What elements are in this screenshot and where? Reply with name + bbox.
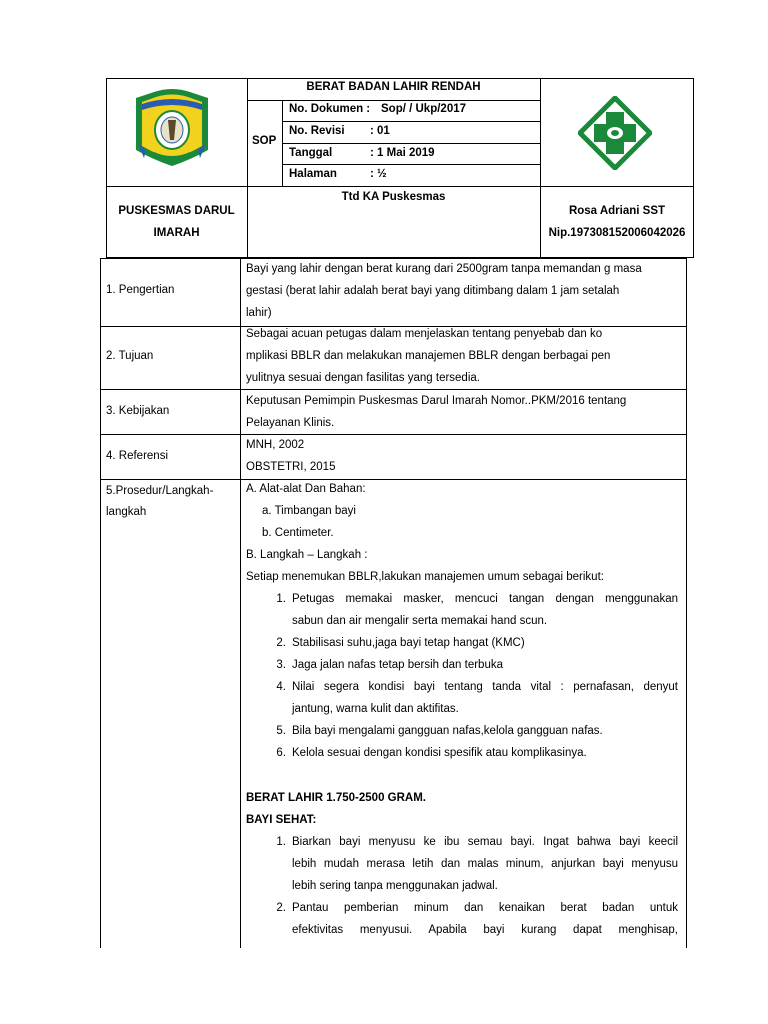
header-divider bbox=[106, 186, 694, 187]
page-value: : ½ bbox=[370, 168, 387, 180]
kebijakan-text bbox=[246, 390, 682, 434]
list-item bbox=[276, 676, 678, 720]
tujuan-text bbox=[246, 323, 682, 389]
list-number: 2. bbox=[276, 902, 286, 914]
sop-label: SOP bbox=[252, 135, 277, 147]
list-item bbox=[276, 831, 678, 897]
green-cross-icon bbox=[578, 96, 652, 170]
subsection-title bbox=[246, 787, 682, 831]
text-line: yulitnya sesuai dengan fasilitas yang tersedia. bbox=[246, 372, 480, 384]
header-divider bbox=[282, 121, 540, 122]
text-line: jantung, warna kulit dan aktifitas. bbox=[292, 703, 459, 715]
section-title: A. Alat-alat Dan Bahan: bbox=[246, 483, 366, 495]
org-name-line2: IMARAH bbox=[153, 227, 200, 239]
steps-list bbox=[276, 588, 678, 764]
doc-title: BERAT BADAN LAHIR RENDAH bbox=[306, 81, 481, 93]
signer-name: Rosa Adriani SST bbox=[568, 205, 666, 217]
text-line: Bayi yang lahir dengan berat kurang dari 2500gram tanpa memandan g masa bbox=[246, 263, 642, 275]
body-divider bbox=[240, 258, 241, 948]
list-item bbox=[276, 654, 678, 676]
header-divider bbox=[247, 78, 248, 258]
list-number: 5. bbox=[276, 725, 286, 737]
header-divider bbox=[282, 143, 540, 144]
row-label-referensi: 4. Referensi bbox=[106, 450, 169, 462]
list-number: 1. bbox=[276, 593, 286, 605]
org-name-line1: PUSKESMAS DARUL bbox=[118, 205, 235, 217]
list-number: 6. bbox=[276, 747, 286, 759]
list-item bbox=[276, 588, 678, 632]
text-line: Stabilisasi suhu,jaga bayi tetap hangat (KMC) bbox=[292, 637, 525, 649]
steps-list-2 bbox=[276, 831, 678, 941]
text-line: efektivitas menyusui. Apabila bayi kurang dapat menghisap, bbox=[292, 924, 678, 936]
doc-number-label: No. Dokumen : bbox=[289, 103, 371, 115]
row-label-prosedur-cont: langkah bbox=[106, 506, 147, 518]
text-line: Bila bayi mengalami gangguan nafas,kelola gangguan nafas. bbox=[292, 725, 603, 737]
doc-number-value: Sop/ / Ukp/2017 bbox=[381, 103, 467, 115]
signer-nip: Nip.197308152006042026 bbox=[548, 227, 686, 239]
list-item: b. Centimeter. bbox=[262, 527, 334, 539]
text-line: Keputusan Pemimpin Puskesmas Darul Imarah Nomor..PKM/2016 tentang bbox=[246, 395, 627, 407]
puskesmas-logo bbox=[578, 96, 652, 170]
list-item bbox=[276, 720, 678, 742]
list-item bbox=[276, 632, 678, 654]
seal-icon bbox=[134, 88, 210, 168]
text-line: Petugas memakai masker, mencuci tangan dengan menggunakan bbox=[292, 593, 678, 605]
header-divider bbox=[247, 100, 540, 101]
text-line: lebih sering tanpa menggunakan jadwal. bbox=[292, 880, 498, 892]
text-line: gestasi (berat lahir adalah berat bayi yang ditimbang dalam 1 jam setalah bbox=[246, 285, 620, 297]
row-label-tujuan: 2. Tujuan bbox=[106, 350, 154, 362]
text-line: Pelayanan Klinis. bbox=[246, 417, 335, 429]
list-item bbox=[276, 742, 678, 764]
row-label-pengertian: 1. Pengertian bbox=[106, 284, 175, 296]
list-number: 3. bbox=[276, 659, 286, 671]
text-line: Biarkan bayi menyusu ke ibu semau bayi. Ingat bahwa bayi keecil bbox=[292, 836, 678, 848]
section-subtitle: BAYI SEHAT: bbox=[246, 814, 317, 826]
list-number: 2. bbox=[276, 637, 286, 649]
row-label-kebijakan: 3. Kebijakan bbox=[106, 405, 170, 417]
text-line: MNH, 2002 bbox=[246, 439, 305, 451]
text-line: Sebagai acuan petugas dalam menjelaskan tentang penyebab dan ko bbox=[246, 328, 603, 340]
text-line: sabun dan air mengalir serta memakai hand scun. bbox=[292, 615, 548, 627]
text-line: Pantau pemberian minum dan kenaikan berat badan untuk bbox=[292, 902, 678, 914]
text-line: OBSTETRI, 2015 bbox=[246, 461, 336, 473]
revision-value: : 01 bbox=[370, 125, 390, 137]
referensi-text bbox=[246, 434, 682, 478]
text-line: Jaga jalan nafas tetap bersih dan terbuka bbox=[292, 659, 503, 671]
section-title: B. Langkah – Langkah : bbox=[246, 549, 368, 561]
list-item bbox=[276, 897, 678, 941]
header-divider bbox=[282, 164, 540, 165]
date-label: Tanggal bbox=[289, 147, 333, 159]
list-item: a. Timbangan bayi bbox=[262, 505, 356, 517]
text-line: lahir) bbox=[246, 307, 272, 319]
intro-text: Setiap menemukan BBLR,lakukan manajemen umum sebagai berikut: bbox=[246, 571, 604, 583]
text-line: lebih mudah merasa letih dan malas minum, anjurkan bayi menyusu bbox=[292, 858, 678, 870]
text-line: Nilai segera kondisi bayi tentang tanda vital : pernafasan, denyut bbox=[292, 681, 678, 693]
revision-label: No. Revisi bbox=[289, 125, 345, 137]
row-label-prosedur: 5.Prosedur/Langkah- bbox=[106, 485, 214, 497]
prosedur-alat-section bbox=[246, 478, 682, 588]
text-line: mplikasi BBLR dan melakukan manajemen BBLR dengan berbagai pen bbox=[246, 350, 611, 362]
date-value: : 1 Mai 2019 bbox=[370, 147, 435, 159]
section-title: BERAT LAHIR 1.750-2500 GRAM. bbox=[246, 792, 426, 804]
page-label: Halaman bbox=[289, 168, 337, 180]
regional-seal-logo bbox=[134, 88, 210, 168]
pengertian-text bbox=[246, 258, 682, 324]
signature-label: Ttd KA Puskesmas bbox=[341, 191, 446, 203]
list-number: 1. bbox=[276, 836, 286, 848]
list-number: 4. bbox=[276, 681, 286, 693]
text-line: Kelola sesuai dengan kondisi spesifik atau komplikasinya. bbox=[292, 747, 587, 759]
